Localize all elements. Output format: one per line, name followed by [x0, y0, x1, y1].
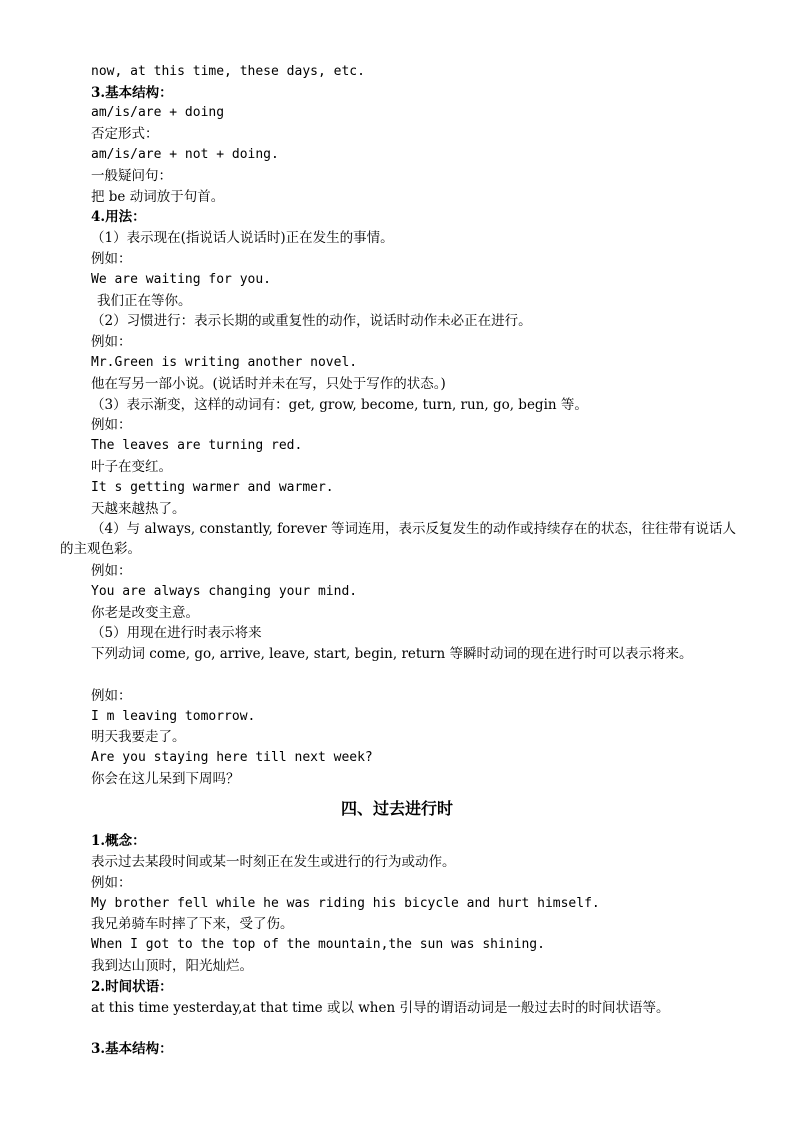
text-line: 把 be 动词放于句首。	[91, 189, 225, 205]
example-translation: 我们正在等你。	[97, 293, 192, 309]
section-title: 四、过去进行时	[340, 799, 453, 818]
text-line: （2）习惯进行：表示长期的或重复性的动作，说话时动作未必正在进行。	[91, 313, 532, 329]
example-translation: 叶子在变红。	[91, 459, 172, 475]
example-sentence: Are you staying here till next week?	[91, 750, 373, 765]
example-sentence: My brother fell while he was riding his bicycle and hurt himself.	[91, 896, 600, 911]
text-line: （3）表示渐变，这样的动词有：get, grow, become, turn, run, go, begin 等。	[91, 397, 588, 413]
text-paragraph: at this time yesterday,at that time 或以 when 引导的谓语动词是一般过去时的时间状语等。	[91, 1000, 670, 1016]
text-line: （5）用现在进行时表示将来	[91, 625, 262, 641]
section-heading-structure-2: 3.基本结构：	[91, 1041, 173, 1057]
text-line: now, at this time, these days, etc.	[91, 64, 365, 79]
text-line: 例如：	[91, 563, 132, 579]
section-heading-usage: 4.用法：	[91, 209, 146, 225]
example-translation: 明天我要走了。	[91, 729, 186, 745]
text-line: 表示过去某段时间或某一时刻正在发生或进行的行为或动作。	[91, 854, 456, 870]
section-heading-time-adverbials: 2.时间状语：	[91, 979, 173, 995]
text-line: （1）表示现在(指说话人说话时)正在发生的事情。	[91, 230, 394, 246]
example-sentence: I m leaving tomorrow.	[91, 709, 256, 724]
example-sentence: You are always changing your mind.	[91, 584, 358, 599]
text-line: am/is/are + not + doing.	[91, 147, 279, 162]
text-paragraph: 下列动词 come, go, arrive, leave, start, begin, return 等瞬时动词的现在进行时可以表示将来。	[91, 646, 693, 662]
section-heading-structure: 3.基本结构：	[91, 85, 173, 101]
text-paragraph: （4）与 always, constantly, forever 等词连用，表示反复发生的动作或持续存在的状态，往往带有说话人的主观色彩。	[60, 521, 737, 557]
text-line: 例如：	[91, 417, 132, 433]
example-sentence: The leaves are turning red.	[91, 438, 303, 453]
text-line: 例如：	[91, 334, 132, 350]
example-translation: 你老是改变主意。	[91, 605, 199, 621]
text-line: am/is/are + doing	[91, 105, 225, 120]
text-line: 一般疑问句：	[91, 168, 172, 184]
section-heading-concept: 1.概念：	[91, 833, 146, 849]
example-sentence: It s getting warmer and warmer.	[91, 480, 334, 495]
example-sentence: Mr.Green is writing another novel.	[91, 355, 358, 370]
example-sentence: We are waiting for you.	[91, 272, 272, 287]
example-translation: 天越来越热了。	[91, 501, 186, 517]
text-line: 例如：	[91, 688, 132, 704]
example-sentence: When I got to the top of the mountain,the sun was shining.	[91, 937, 545, 952]
example-translation: 他在写另一部小说。(说话时并未在写，只处于写作的状态。)	[91, 376, 446, 392]
text-line: 例如：	[91, 875, 132, 891]
text-line: 例如：	[91, 251, 132, 267]
example-translation: 我到达山顶时，阳光灿烂。	[91, 958, 253, 974]
text-line: 否定形式：	[91, 126, 159, 142]
example-translation: 你会在这儿呆到下周吗？	[91, 771, 240, 787]
example-translation: 我兄弟骑车时摔了下来，受了伤。	[91, 916, 294, 932]
